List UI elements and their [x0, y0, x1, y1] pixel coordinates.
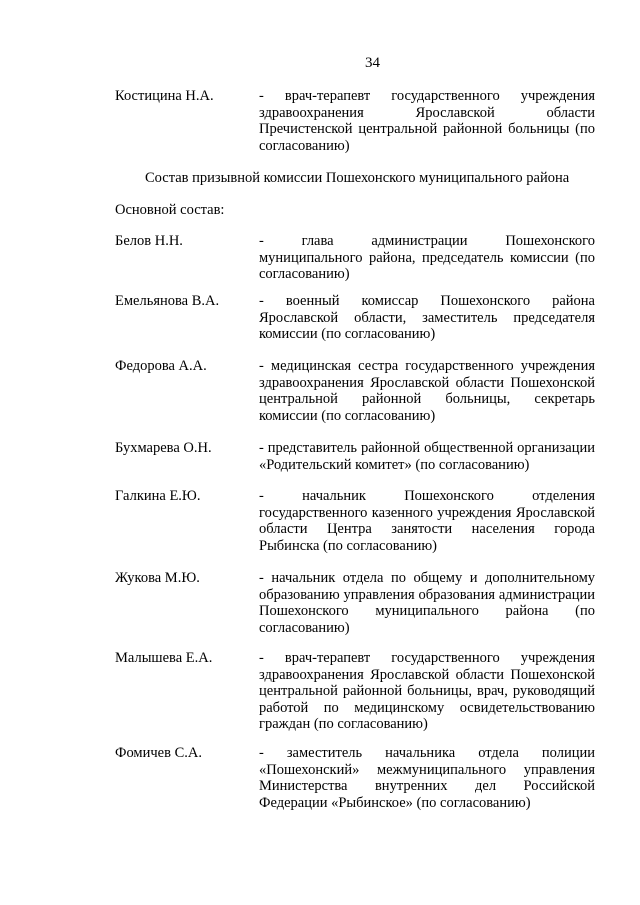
member-description: - врач-терапевт государственного учреждения здравоохранения Ярославской области Пошехонской центральной районной больницы, врач, руководящий работой по медицинскому освидетельствованию граждан (по согласованию): [259, 650, 595, 733]
member-description: - начальник отдела по общему и дополнительному образованию управления образования администрации Пошехонского муниципального района (по согласованию): [259, 570, 595, 636]
member-description: - медицинская сестра государственного учреждения здравоохранения Ярославской области Пошехонской центральной районной больницы, секретарь комиссии (по согласованию): [259, 358, 595, 424]
section-title: Состав призывной комиссии Пошехонского муниципального района: [145, 170, 570, 186]
section-subtitle: Основной состав:: [115, 202, 225, 218]
member-name: Жукова М.Ю.: [115, 570, 200, 586]
member-name: Бухмарева О.Н.: [115, 440, 212, 456]
member-name: Костицина Н.А.: [115, 88, 214, 104]
member-name: Малышева Е.А.: [115, 650, 213, 666]
member-description: - военный комиссар Пошехонского района Ярославской области, заместитель председателя комиссии (по согласованию): [259, 293, 595, 343]
member-name: Фомичев С.А.: [115, 745, 202, 761]
member-description: - начальник Пошехонского отделения государственного казенного учреждения Ярославской области Центра занятости населения города Рыбинска (по согласованию): [259, 488, 595, 554]
member-description: - врач-терапевт государственного учреждения здравоохранения Ярославской области Пречистенской центральной районной больницы (по согласованию): [259, 88, 595, 154]
page-number: 34: [365, 55, 380, 71]
member-description: - заместитель начальника отдела полиции «Пошехонский» межмуниципального управления Министерства внутренних дел Российской Федерации «Рыбинское» (по согласованию): [259, 745, 595, 811]
member-name: Емельянова В.А.: [115, 293, 220, 309]
member-description: - представитель районной общественной организации «Родительский комитет» (по согласованию): [259, 440, 595, 473]
member-name: Федорова А.А.: [115, 358, 207, 374]
member-name: Белов Н.Н.: [115, 233, 183, 249]
member-description: - глава администрации Пошехонского муниципального района, председатель комиссии (по согласованию): [259, 233, 595, 283]
member-name: Галкина Е.Ю.: [115, 488, 201, 504]
